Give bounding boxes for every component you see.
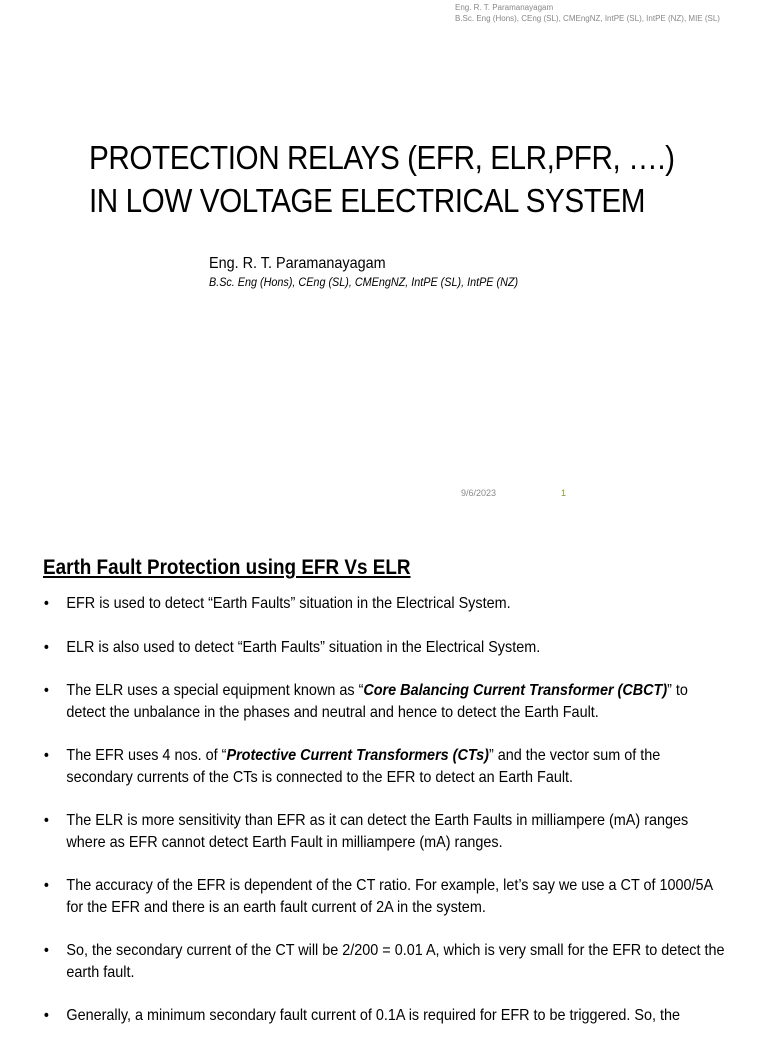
slide-page-number: 1 (561, 488, 567, 498)
bullet-list (43, 593, 727, 1049)
header-qualifications: B.Sc. Eng (Hons), CEng (SL), CMEngNZ, IntPE (SL), IntPE (NZ), MIE (SL) (455, 14, 720, 23)
bullet-text-emphasis: Core Balancing Current Transformer (CBCT) (363, 682, 668, 699)
bullet-dot: • (43, 747, 49, 764)
bullet-dot: • (43, 942, 49, 959)
bullet-text (66, 682, 688, 721)
bullet-text: So, the secondary current of the CT will be 2/200 = 0.01 A, which is very small for the EFR to detect the earth fault. (66, 942, 725, 981)
bullet-dot: • (43, 595, 49, 612)
bullet-text-post: ” and the vector sum of the secondary currents of the CTs is connected to the EFR to detect an Earth Fault. (66, 747, 661, 786)
bullet-dot: • (43, 682, 49, 699)
bullet-dot: • (43, 638, 49, 656)
bullet-text: The accuracy of the EFR is dependent of the CT ratio. For example, let’s say we use a CT of 1000/5A for the EFR and there is an earth fault current of 2A in the system. (66, 877, 713, 916)
bullet-text (66, 747, 660, 786)
header-author: Eng. R. T. Paramanayagam (455, 3, 554, 12)
list-item (43, 680, 727, 723)
bullet-text: The ELR is more sensitivity than EFR as it can detect the Earth Faults in milliampere (mA) ranges where as EFR cannot detect Earth Fault in milliampere (mA) ranges. (66, 812, 689, 851)
bullet-text: Generally, a minimum secondary fault current of 0.1A is required for EFR to be triggered. So, the (66, 1007, 681, 1024)
list-item (43, 637, 727, 659)
list-item (43, 810, 727, 853)
bullet-text-emphasis: Protective Current Transformers (CTs) (226, 747, 489, 764)
list-item (43, 1005, 727, 1027)
presenter-qualifications: B.Sc. Eng (Hons), CEng (SL), CMEngNZ, IntPE (SL), IntPE (NZ) (209, 275, 519, 289)
slide-title-line-1: PROTECTION RELAYS (EFR, ELR,PFR, ….) (89, 139, 675, 176)
list-item (43, 593, 727, 615)
bullet-text-post: ” to detect the unbalance in the phases and neutral and hence to detect the Earth Fault. (66, 682, 688, 721)
bullet-dot: • (43, 1007, 49, 1024)
bullet-text-pre: The EFR uses 4 nos. of “ (66, 747, 227, 764)
list-item (43, 940, 727, 983)
section-heading: Earth Fault Protection using EFR Vs ELR (43, 556, 411, 579)
bullet-text-pre: The ELR uses a special equipment known as “ (66, 682, 364, 699)
bullet-dot: • (43, 877, 49, 894)
bullet-text: ELR is also used to detect “Earth Faults” situation in the Electrical System. (66, 638, 541, 656)
list-item (43, 745, 727, 788)
list-item (43, 875, 727, 918)
slide-title-line-2: IN LOW VOLTAGE ELECTRICAL SYSTEM (89, 182, 646, 219)
bullet-dot: • (43, 812, 49, 829)
bullet-text: EFR is used to detect “Earth Faults” situation in the Electrical System. (66, 595, 511, 612)
slide-title (89, 136, 674, 222)
slide-date: 9/6/2023 (461, 488, 497, 498)
presenter-name: Eng. R. T. Paramanayagam (209, 255, 386, 272)
